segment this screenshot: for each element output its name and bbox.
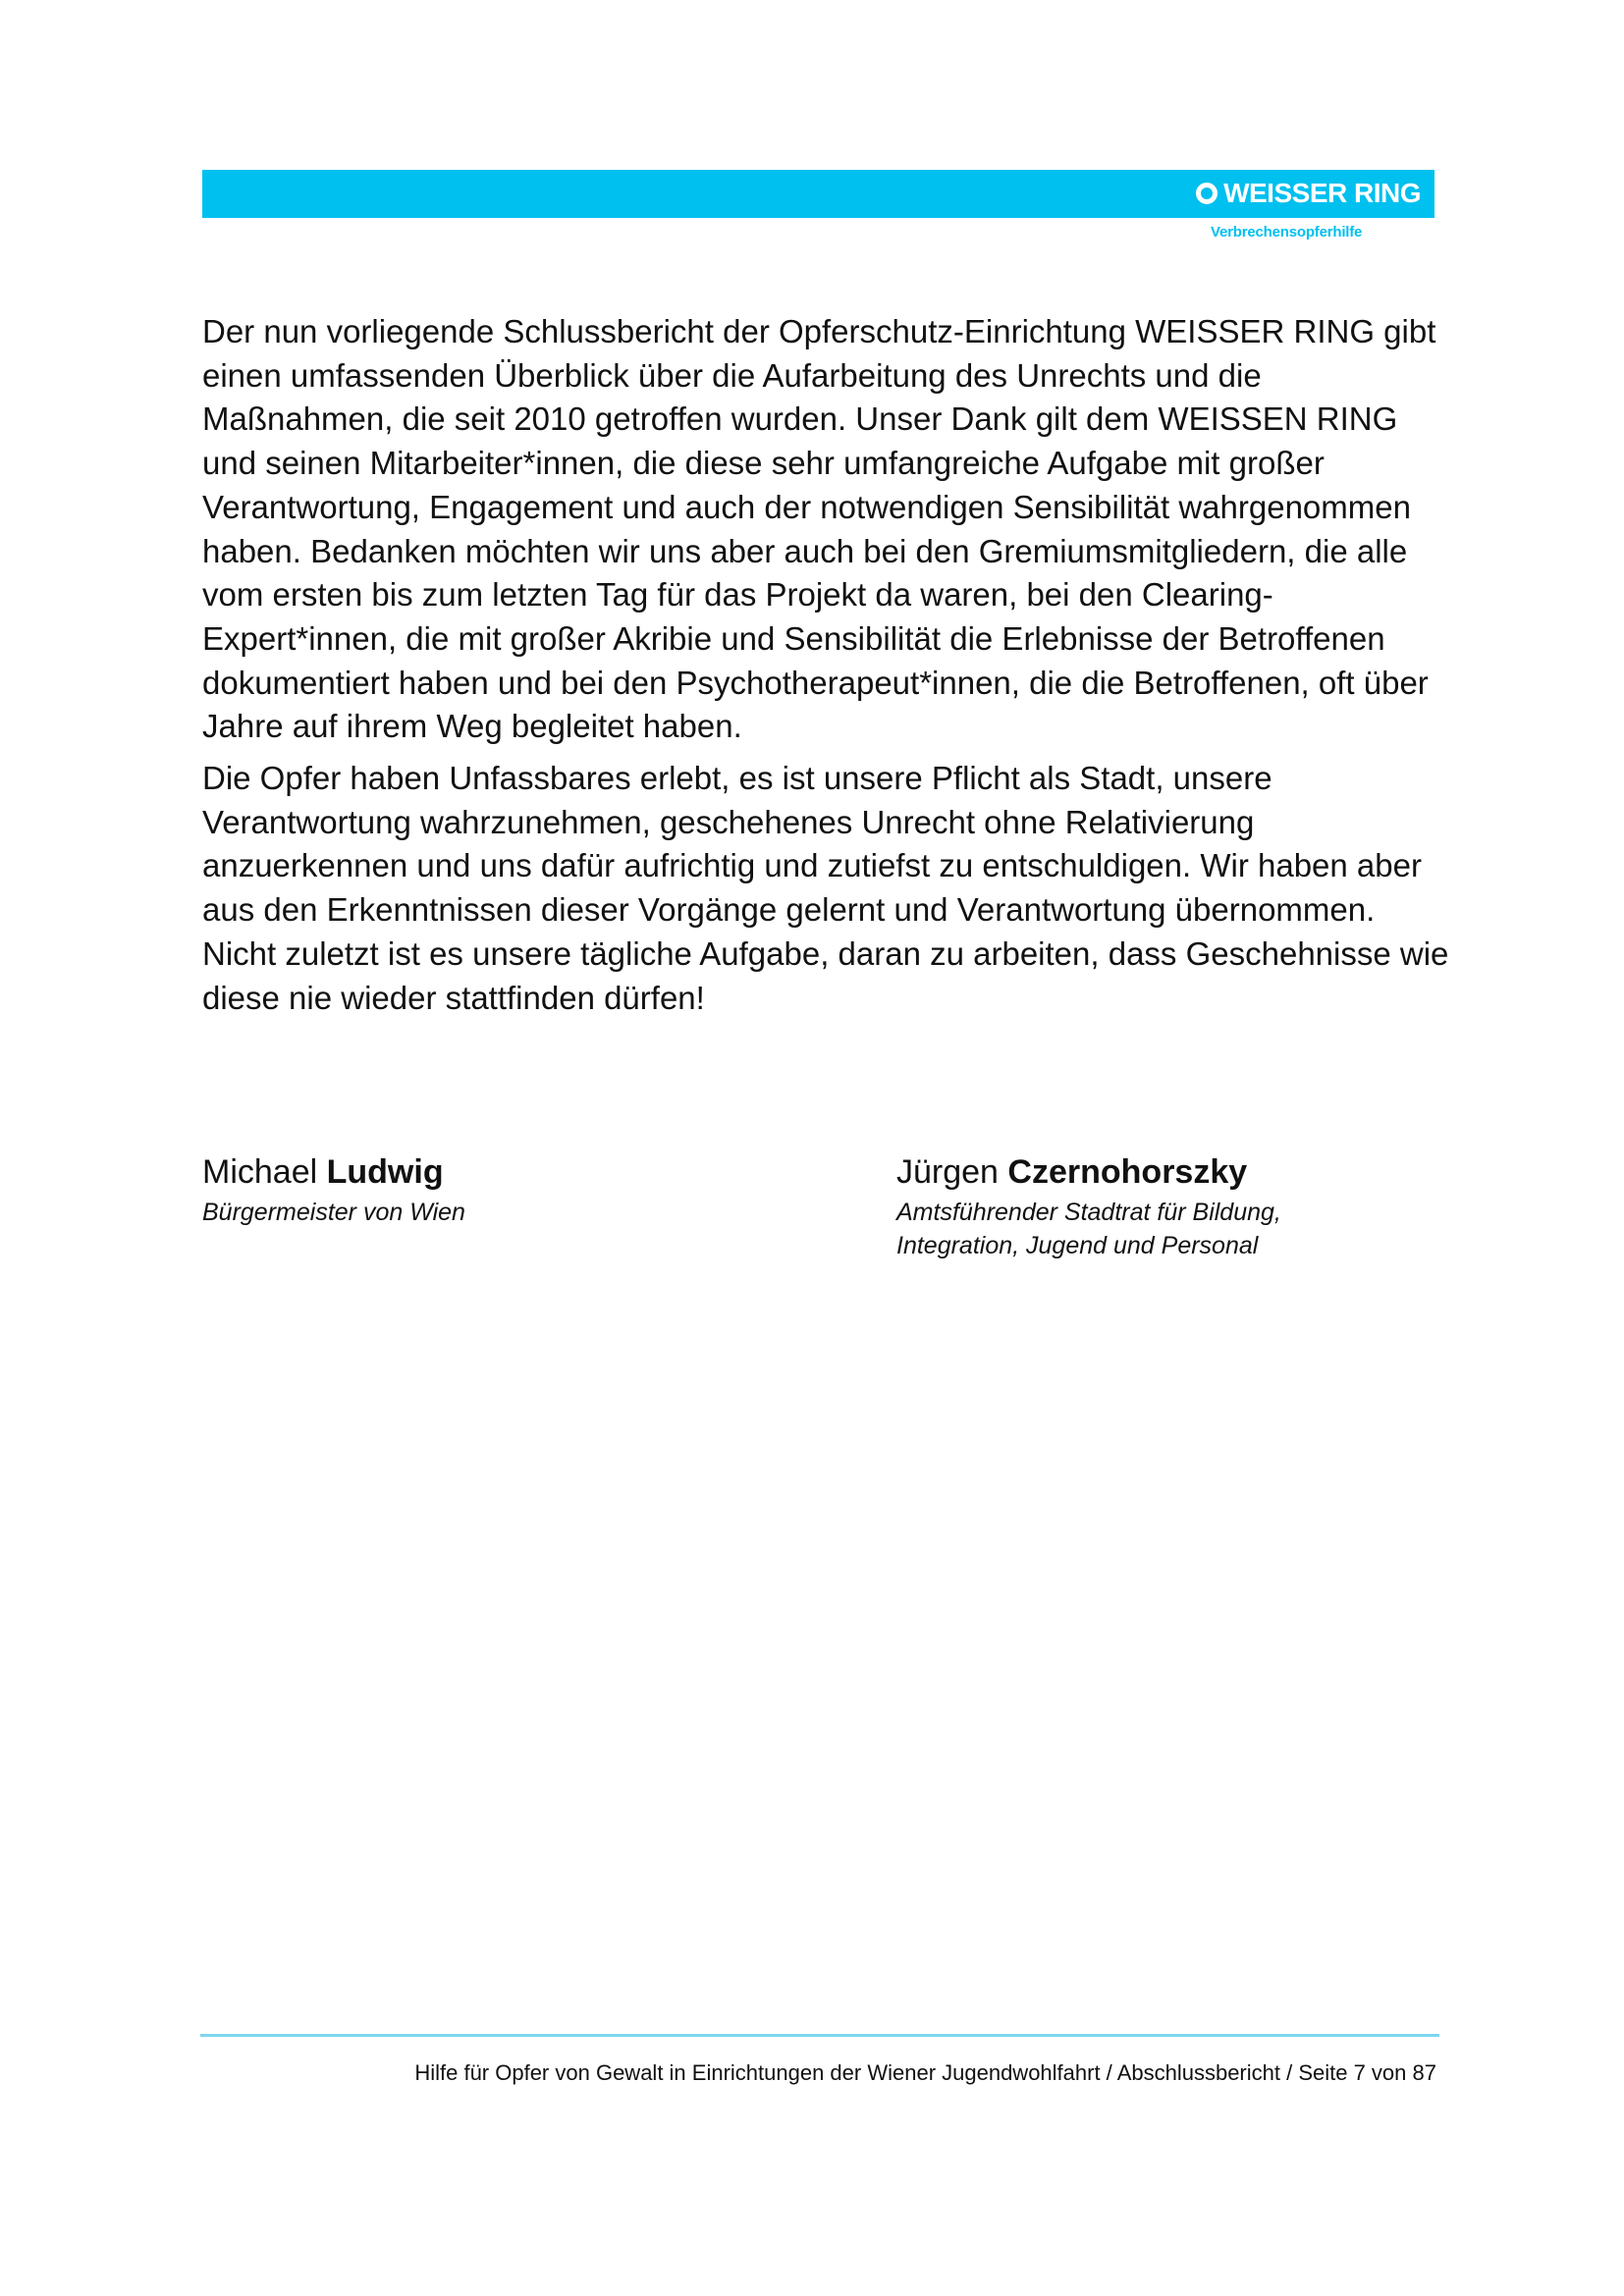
logo-text: WEISSER RING xyxy=(1223,178,1421,208)
signatory-name xyxy=(896,1150,1281,1194)
body-text xyxy=(202,310,1454,1028)
signatory-role xyxy=(202,1196,465,1229)
paragraph: Die Opfer haben Unfassbares erlebt, es ist unsere Pflicht als Stadt, unsere Verantwortung wahrzunehmen, geschehenes Unrecht ohne Relativierung anzuerkennen und uns dafür aufrichtig und zutiefst zu entschuldigen. Wir haben aber aus den Erkenntnissen dieser Vorgänge gelernt und Verantwortung übernommen. Nicht zuletzt ist es unsere tägliche Aufgabe, daran zu arbeiten, dass Geschehnisse wie diese nie wieder stattfinden dürfen! xyxy=(202,760,1449,1016)
role-line: Amtsführender Stadtrat für Bildung, xyxy=(896,1199,1281,1226)
footer-divider xyxy=(200,2034,1439,2037)
role-line: Integration, Jugend und Personal xyxy=(896,1232,1259,1259)
logo-tagline: Verbrechensopferhilfe xyxy=(1211,224,1363,240)
last-name: Ludwig xyxy=(326,1153,444,1191)
first-name: Jürgen xyxy=(896,1153,999,1191)
signatory-role xyxy=(896,1196,1281,1262)
signatory-name xyxy=(202,1150,465,1194)
paragraph: Der nun vorliegende Schlussbericht der Opferschutz-Einrichtung WEISSER RING gibt einen umfassenden Überblick über die Aufarbeitung des Unrechts und die Maßnahmen, die seit 2010 getroffen wurden. Unser Dank gilt dem WEISSEN RING und seinen Mitarbeiter*innen, die diese sehr umfangreiche Aufgabe mit großer Verantwortung, Engagement und auch der notwendigen Sensibilität wahrgenommen haben. Bedanken möchten wir uns aber auch bei den Gremiumsmitgliedern, die alle vom ersten bis zum letzten Tag für das Projekt da waren, bei den Clearing-Expert*innen, die mit großer Akribie und Sensibilität die Erlebnisse der Betroffenen dokumentiert haben und bei den Psychotherapeut*innen, die die Betroffenen, oft über Jahre auf ihrem Weg begleitet haben. xyxy=(202,313,1436,745)
signature-block-councillor xyxy=(896,1150,1281,1262)
header-band xyxy=(202,170,1435,218)
signature-block-mayor xyxy=(202,1150,465,1229)
ring-icon xyxy=(1196,183,1218,204)
weisser-ring-logo xyxy=(1196,176,1421,211)
last-name: Czernohorszky xyxy=(1007,1153,1248,1191)
first-name: Michael xyxy=(202,1153,318,1191)
role-line: Bürgermeister von Wien xyxy=(202,1199,465,1226)
page-footer: Hilfe für Opfer von Gewalt in Einrichtungen der Wiener Jugendwohlfahrt / Abschlussbericht / Seite 7 von 87 xyxy=(414,2060,1436,2085)
